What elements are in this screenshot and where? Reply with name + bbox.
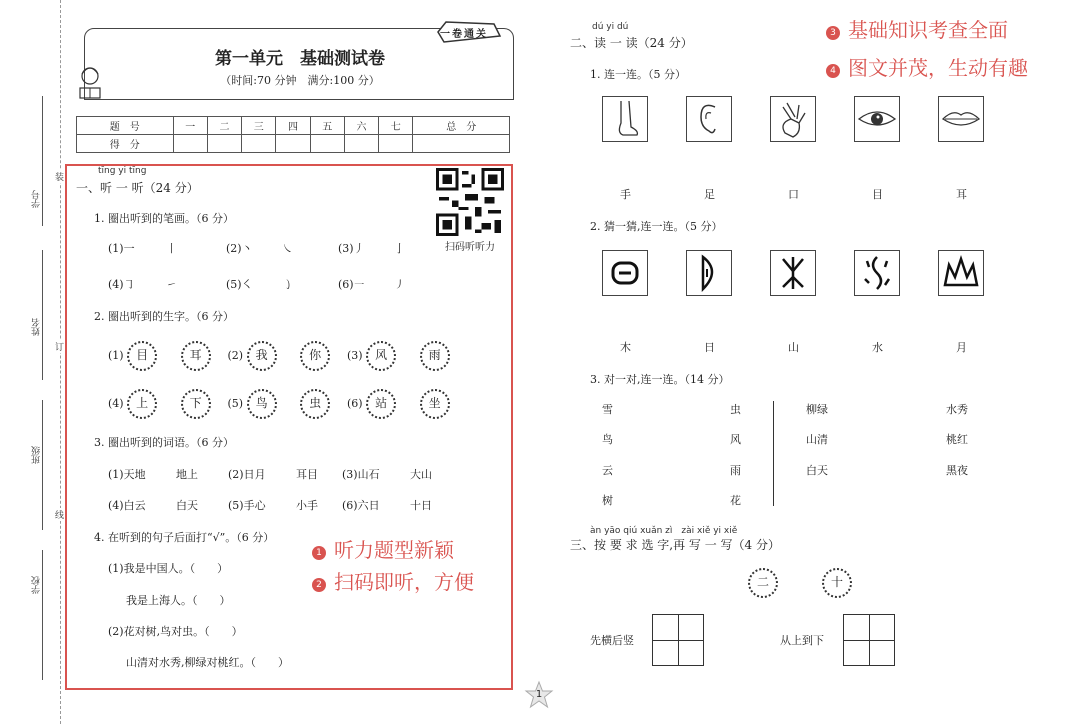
section3-pinyin: àn yāo qiú xuǎn zì zài xiě yi xiě bbox=[590, 526, 738, 536]
q2-char-option[interactable]: 雨 bbox=[420, 341, 450, 371]
callout-basic-knowledge bbox=[826, 14, 1008, 43]
score-input-cell[interactable] bbox=[276, 135, 310, 153]
page-number-star-icon bbox=[524, 680, 554, 710]
q2-char-option[interactable]: 站 bbox=[366, 389, 396, 419]
q4-sentence[interactable]: (2)花对树,鸟对虫。（ ） bbox=[108, 625, 243, 638]
pair-word[interactable]: 鸟 bbox=[602, 433, 613, 446]
side-label-student-id: 学号 bbox=[32, 190, 42, 208]
q2-char-option[interactable]: 耳 bbox=[181, 341, 211, 371]
ancient-ri-glyph bbox=[602, 250, 648, 296]
r-q3-title: 3. 对一对,连一连。（14 分） bbox=[590, 373, 730, 386]
score-table-header-row bbox=[77, 117, 510, 135]
pair-word[interactable]: 花 bbox=[730, 494, 741, 507]
r-q1-title: 1. 连一连。（5 分） bbox=[590, 68, 686, 81]
binding-mark-xian: 线 bbox=[55, 508, 64, 521]
pair-word[interactable]: 风 bbox=[730, 433, 741, 446]
ancient-yue-glyph bbox=[686, 250, 732, 296]
score-cell: 五 bbox=[310, 117, 344, 135]
stroke-order-label-2: 从上到下 bbox=[780, 634, 824, 647]
select-char-shi[interactable]: 十 bbox=[822, 568, 852, 598]
callout-number: 1 bbox=[312, 546, 326, 560]
q2-char-option[interactable]: 上 bbox=[127, 389, 157, 419]
q1-option[interactable]: (4)㇆ bbox=[108, 278, 135, 291]
score-input-cell[interactable] bbox=[379, 135, 413, 153]
pair-word[interactable]: 树 bbox=[602, 494, 613, 507]
q2-char-option[interactable]: 目 bbox=[127, 341, 157, 371]
callout-text: 图文并茂，生动有趣 bbox=[848, 56, 1028, 80]
score-input-cell[interactable] bbox=[344, 135, 378, 153]
q3-option[interactable]: (5)手心 bbox=[228, 499, 266, 512]
binding-mark-ding: 订 bbox=[55, 340, 64, 353]
score-input-cell[interactable] bbox=[242, 135, 276, 153]
r-q1-word[interactable]: 目 bbox=[872, 188, 883, 201]
yijuan-badge bbox=[434, 20, 502, 44]
q4-sentence[interactable]: 我是上海人。（ ） bbox=[126, 594, 231, 607]
callout-number: 2 bbox=[312, 578, 326, 592]
q2-number: (3) bbox=[347, 349, 363, 362]
pair-word[interactable]: 黑夜 bbox=[946, 464, 968, 477]
score-label-cell: 得 分 bbox=[77, 135, 174, 153]
pair-word[interactable]: 山清 bbox=[806, 433, 828, 446]
q2-number: (6) bbox=[347, 397, 363, 410]
q3-row bbox=[108, 466, 450, 482]
q3-option[interactable]: 小手 bbox=[296, 499, 318, 512]
callout-text: 基础知识考查全面 bbox=[848, 18, 1008, 42]
q4-sentence[interactable]: 山清对水秀,柳绿对桃红。（ ） bbox=[126, 656, 289, 669]
q3-row bbox=[108, 497, 450, 513]
pair-word[interactable]: 云 bbox=[602, 464, 613, 477]
score-table-score-row bbox=[77, 135, 510, 153]
q1-row bbox=[108, 276, 424, 292]
callout-number: 4 bbox=[826, 64, 840, 78]
side-label-class: 班级 bbox=[32, 446, 42, 464]
q3-option[interactable]: (3)山石 bbox=[342, 468, 380, 481]
r-q2-title: 2. 猜一猜,连一连。（5 分） bbox=[590, 220, 723, 233]
hand-picture bbox=[770, 96, 816, 142]
q2-number: (2) bbox=[227, 349, 244, 362]
side-label-name: 姓名 bbox=[32, 318, 42, 336]
score-cell: 题 号 bbox=[77, 117, 174, 135]
q3-option[interactable]: 耳目 bbox=[296, 468, 318, 481]
q2-char-option[interactable]: 坐 bbox=[420, 389, 450, 419]
q2-char-option[interactable]: 下 bbox=[181, 389, 211, 419]
q3-option[interactable]: (1)天地 bbox=[108, 468, 146, 481]
qr-caption: 扫码听听力 bbox=[445, 242, 495, 253]
score-input-cell[interactable] bbox=[207, 135, 241, 153]
pair-word[interactable]: 柳绿 bbox=[806, 403, 828, 416]
pair-word[interactable]: 白天 bbox=[806, 464, 828, 477]
score-cell: 六 bbox=[344, 117, 378, 135]
score-input-cell[interactable] bbox=[413, 135, 510, 153]
r-q1-word[interactable]: 耳 bbox=[956, 188, 967, 201]
callout-number: 3 bbox=[826, 26, 840, 40]
q2-char-option[interactable]: 虫 bbox=[300, 389, 330, 419]
q2-row bbox=[108, 341, 463, 371]
r-q2-word[interactable]: 日 bbox=[704, 341, 715, 354]
q2-number: (5) bbox=[227, 397, 244, 410]
score-input-cell[interactable] bbox=[310, 135, 344, 153]
q1-option[interactable]: ㇀ bbox=[166, 278, 177, 291]
q1-option[interactable]: (3)丿 bbox=[338, 242, 365, 255]
r-q1-word[interactable]: 足 bbox=[704, 188, 715, 201]
pairing-divider bbox=[773, 401, 774, 506]
pair-word[interactable]: 桃红 bbox=[946, 433, 968, 446]
r-q2-word[interactable]: 水 bbox=[872, 341, 883, 354]
side-line-2 bbox=[42, 250, 43, 380]
page-subtitle: （时间:70 分钟 满分:100 分） bbox=[220, 74, 380, 87]
stroke-order-label-1: 先横后竖 bbox=[590, 634, 634, 647]
q3-option[interactable]: 地上 bbox=[176, 468, 198, 481]
q3-option[interactable]: 白天 bbox=[176, 499, 198, 512]
section2-title: 二、读 一 读（24 分） bbox=[570, 36, 693, 50]
foot-picture bbox=[602, 96, 648, 142]
q1-option[interactable]: (1)一 bbox=[108, 242, 135, 255]
callout-text: 听力题型新颖 bbox=[334, 538, 454, 562]
ancient-shui-glyph bbox=[854, 250, 900, 296]
q3-option[interactable]: (2)日月 bbox=[228, 468, 266, 481]
r-q2-word[interactable]: 木 bbox=[620, 341, 631, 354]
callout-listening-novel bbox=[312, 534, 454, 563]
binding-dotted-line bbox=[60, 0, 61, 724]
pair-word[interactable]: 水秀 bbox=[946, 403, 968, 416]
ancient-mu-glyph bbox=[770, 250, 816, 296]
callout-scan-listen bbox=[312, 566, 474, 595]
score-cell: 四 bbox=[276, 117, 310, 135]
callout-illustrated bbox=[826, 52, 1028, 81]
pair-word[interactable]: 虫 bbox=[730, 403, 741, 416]
q1-option[interactable]: (6)㇐ bbox=[338, 278, 365, 291]
section3-title: 三、按 要 求 选 字,再 写 一 写（4 分） bbox=[570, 538, 780, 552]
q2-char-option[interactable]: 风 bbox=[366, 341, 396, 371]
r-q1-word[interactable]: 口 bbox=[788, 188, 799, 201]
writing-grid-2[interactable] bbox=[843, 614, 895, 666]
q1-option[interactable]: ㇏ bbox=[282, 242, 293, 255]
score-cell: 七 bbox=[379, 117, 413, 135]
q1-option[interactable]: 丨 bbox=[166, 242, 177, 255]
score-cell: 三 bbox=[242, 117, 276, 135]
q1-row bbox=[108, 240, 424, 256]
q3-option[interactable]: (4)白云 bbox=[108, 499, 146, 512]
q4-title: 4. 在听到的句子后面打“√”。（6 分） bbox=[94, 531, 275, 544]
binding-mark-zhuang: 装 bbox=[55, 170, 64, 183]
qr-code[interactable] bbox=[436, 168, 504, 253]
q1-option[interactable]: 亅 bbox=[394, 242, 405, 255]
q1-option[interactable]: (2)丶 bbox=[226, 242, 253, 255]
section2-pinyin: dú yi dú bbox=[592, 22, 629, 32]
side-label-school: 学校 bbox=[32, 576, 42, 594]
page-title: 第一单元 基础测试卷 bbox=[215, 49, 385, 69]
side-line-4 bbox=[42, 550, 43, 680]
q3-option[interactable]: 大山 bbox=[410, 468, 432, 481]
callout-text: 扫码即听，方便 bbox=[334, 570, 474, 594]
pair-word[interactable]: 雨 bbox=[730, 464, 741, 477]
q1-option[interactable]: (5)㇛ bbox=[226, 278, 253, 291]
q2-char-option[interactable]: 你 bbox=[300, 341, 330, 371]
q2-title: 2. 圈出听到的生字。（6 分） bbox=[94, 310, 234, 323]
section1-pinyin: tīng yi tīng bbox=[98, 166, 147, 176]
score-cell: 一 bbox=[173, 117, 207, 135]
q3-title: 3. 圈出听到的词语。（6 分） bbox=[94, 436, 234, 449]
side-line-3 bbox=[42, 400, 43, 530]
writing-grid-1[interactable] bbox=[652, 614, 704, 666]
ancient-shan-glyph bbox=[938, 250, 984, 296]
r-q2-word[interactable]: 月 bbox=[956, 341, 967, 354]
score-cell: 总 分 bbox=[413, 117, 510, 135]
q3-option[interactable]: 十日 bbox=[410, 499, 432, 512]
ear-picture bbox=[686, 96, 732, 142]
score-cell: 二 bbox=[207, 117, 241, 135]
q3-option[interactable]: (6)六日 bbox=[342, 499, 380, 512]
mouth-picture bbox=[938, 96, 984, 142]
badge-text: 一卷通关 bbox=[440, 29, 488, 40]
score-table bbox=[76, 116, 510, 153]
q4-sentence[interactable]: (1)我是中国人。（ ） bbox=[108, 562, 229, 575]
score-input-cell[interactable] bbox=[173, 135, 207, 153]
q1-option[interactable]: ㇓ bbox=[394, 278, 405, 291]
q2-char-option[interactable]: 我 bbox=[247, 341, 277, 371]
q2-number: (4) bbox=[108, 397, 124, 410]
q1-title: 1. 圈出听到的笔画。（6 分） bbox=[94, 212, 234, 225]
q2-number: (1) bbox=[108, 349, 124, 362]
page-number: 1 bbox=[535, 689, 543, 700]
r-q2-word[interactable]: 山 bbox=[788, 341, 799, 354]
girl-reading-icon bbox=[70, 62, 110, 102]
select-char-er[interactable]: 二 bbox=[748, 568, 778, 598]
section1-title: 一、听 一 听（24 分） bbox=[76, 181, 199, 195]
r-q1-word[interactable]: 手 bbox=[620, 188, 631, 201]
q2-row bbox=[108, 389, 463, 419]
q2-char-option[interactable]: 鸟 bbox=[247, 389, 277, 419]
eye-picture bbox=[854, 96, 900, 142]
pair-word[interactable]: 雪 bbox=[602, 403, 613, 416]
q1-option[interactable]: ㇁ bbox=[282, 278, 293, 291]
